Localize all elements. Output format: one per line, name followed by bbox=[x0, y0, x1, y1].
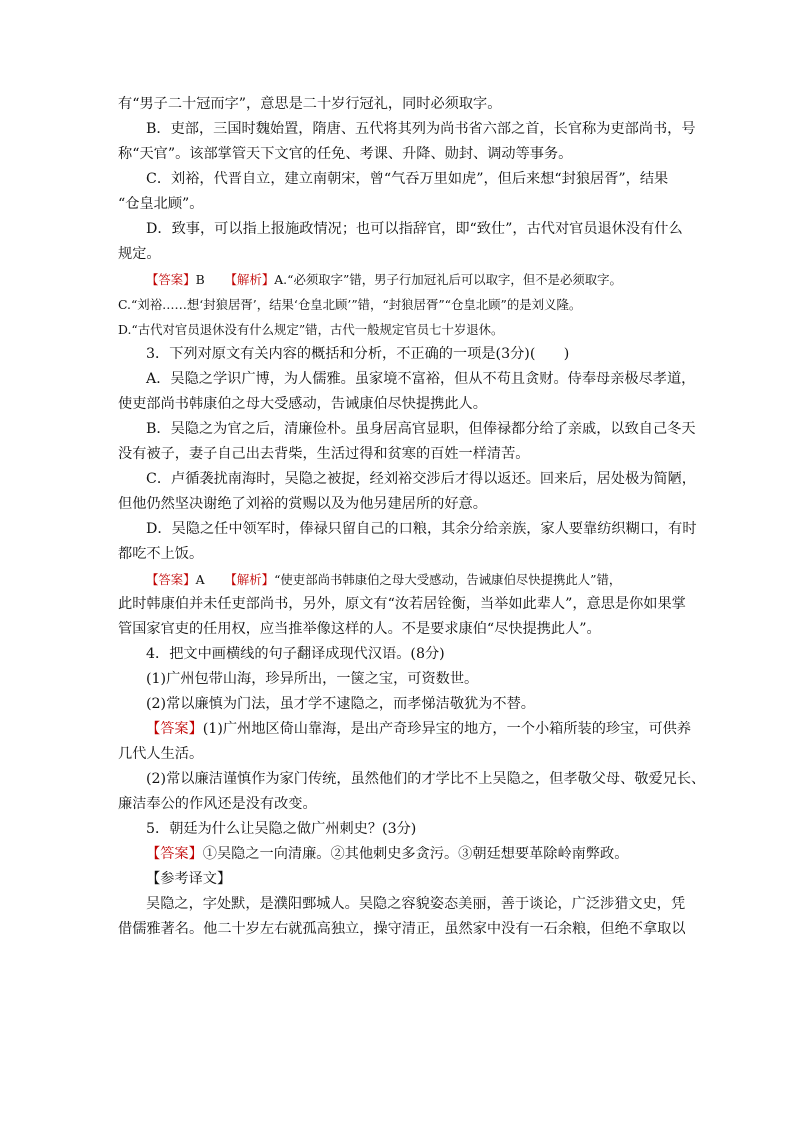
analysis-tag: 【解析】 bbox=[224, 572, 275, 587]
answer-text: ①吴隐之一向清廉。②其他刺史多贪污。③朝廷想要革除岭南弊政。 bbox=[202, 846, 629, 862]
text-line: 使吏部尚书韩康伯之母大受感动，告诫康伯尽快提携此人。 bbox=[118, 396, 487, 412]
text-line: (2)常以廉慎为门法，虽才学不逮隐之，而孝悌洁敬犹为不替。 bbox=[146, 696, 535, 712]
text-line: 借儒雅著名。他二十岁左右就孤高独立，操守清正，虽然家中没有一石余粮，但绝不拿取以 bbox=[118, 921, 686, 937]
text-line: (2)常以廉洁谨慎作为家门传统，虽然他们的才学比不上吴隐之，但孝敬父母、敬爱兄长、 bbox=[146, 771, 706, 787]
text-line: C.“刘裕……想‘封狼居胥’，结果‘仓皇北顾’”错，“封狼居胥”“仓皇北顾”的是刘义隆。 bbox=[118, 297, 582, 312]
analysis-text: A.“必须取字”错，男子行加冠礼后可以取字，但不是必须取字。 bbox=[274, 272, 622, 287]
answer-value: B bbox=[195, 272, 205, 287]
text-line: B．吴隐之为官之后，清廉俭朴。虽身居高官显职，但俸禄都分给了亲戚，以致自己冬天 bbox=[146, 421, 696, 437]
question-heading: 5．朝廷为什么让吴隐之做广州刺史？(3分) bbox=[146, 821, 417, 837]
answer-tag: 【答案】 bbox=[146, 846, 203, 862]
answer-line bbox=[118, 842, 681, 867]
text-line: D．致事，可以指上报施政情况；也可以指辞官，即“致仕”，古代对官员退休没有什么 bbox=[146, 221, 683, 237]
text-line: 几代人生活。 bbox=[118, 746, 204, 762]
text-line: 管国家官吏的任用权，应当推举像这样的人。不是要求康伯“尽快提携此人”。 bbox=[118, 621, 601, 637]
text-line: 廉洁奉公的作风还是没有改变。 bbox=[118, 796, 317, 812]
text-line: 吴隐之，字处默，是濮阳鄄城人。吴隐之容貌姿态美丽，善于谈论，广泛涉猎文史，凭 bbox=[146, 896, 686, 912]
section-heading: 【参考译文】 bbox=[146, 871, 232, 887]
answer-tag: 【答案】 bbox=[146, 572, 196, 587]
question-heading: 4．把文中画横线的句子翻译成现代汉语。(8分) bbox=[146, 646, 445, 662]
text-line: 称“天官”。该部掌管天下文官的任免、考课、升降、勋封、调动等事务。 bbox=[118, 146, 573, 162]
text-line: 没有被子，妻子自己出去背柴，生活过得和贫寒的百姓一样清苦。 bbox=[118, 446, 530, 462]
text-line: B．吏部，三国时魏始置，隋唐、五代将其列为尚书省六部之首，长官称为吏部尚书，号 bbox=[146, 121, 696, 137]
answer-line bbox=[118, 567, 681, 592]
question-heading: 3．下列对原文有关内容的概括和分析，不正确的一项是(3分)( ) bbox=[146, 346, 570, 362]
analysis-text: “使吏部尚书韩康伯之母大受感动，告诫康伯尽快提携此人”错， bbox=[274, 572, 622, 587]
answer-line bbox=[118, 267, 681, 292]
analysis-tag: 【解析】 bbox=[224, 272, 275, 287]
text-line: A．吴隐之学识广博，为人儒雅。虽家境不富裕，但从不苟且贪财。侍奉母亲极尽孝道， bbox=[146, 371, 696, 387]
text-line: C．刘裕，代晋自立，建立南朝宋，曾“气吞万里如虎”，但后来想“封狼居胥”，结果 bbox=[146, 171, 669, 187]
text-line: 有“男子二十冠而字”，意思是二十岁行冠礼，同时必须取字。 bbox=[118, 96, 502, 112]
answer-value: A bbox=[195, 572, 205, 587]
text-line: C．卢循袭扰南海时，吴隐之被捉，经刘裕交涉后才得以返还。回来后，居处极为简陋， bbox=[146, 471, 696, 487]
text-line: 但他仍然坚决谢绝了刘裕的赏赐以及为他另建居所的好意。 bbox=[118, 496, 487, 512]
text-line: 此时韩康伯并未任吏部尚书，另外，原文有“汝若居铨衡，当举如此辈人”，意思是你如果掌 bbox=[118, 596, 686, 612]
text-line: “仓皇北顾”。 bbox=[118, 196, 204, 212]
text-line: 都吃不上饭。 bbox=[118, 546, 204, 562]
document-page bbox=[118, 92, 706, 942]
answer-tag: 【答案】 bbox=[146, 272, 196, 287]
text-line: D．吴隐之任中领军时，俸禄只留自己的口粮，其余分给亲族，家人要靠纺织糊口，有时 bbox=[146, 521, 697, 537]
text-line: D.“古代对官员退休没有什么规定”错，古代一般规定官员七十岁退休。 bbox=[118, 322, 504, 337]
answer-line bbox=[118, 717, 692, 742]
answer-tag: 【答案】 bbox=[146, 721, 203, 737]
answer-text: (1)广州地区倚山靠海，是出产奇珍异宝的地方，一个小箱所装的珍宝，可供养 bbox=[202, 721, 692, 737]
text-line: (1)广州包带山海，珍异所出，一箧之宝，可资数世。 bbox=[146, 671, 479, 687]
text-line: 规定。 bbox=[118, 246, 161, 262]
